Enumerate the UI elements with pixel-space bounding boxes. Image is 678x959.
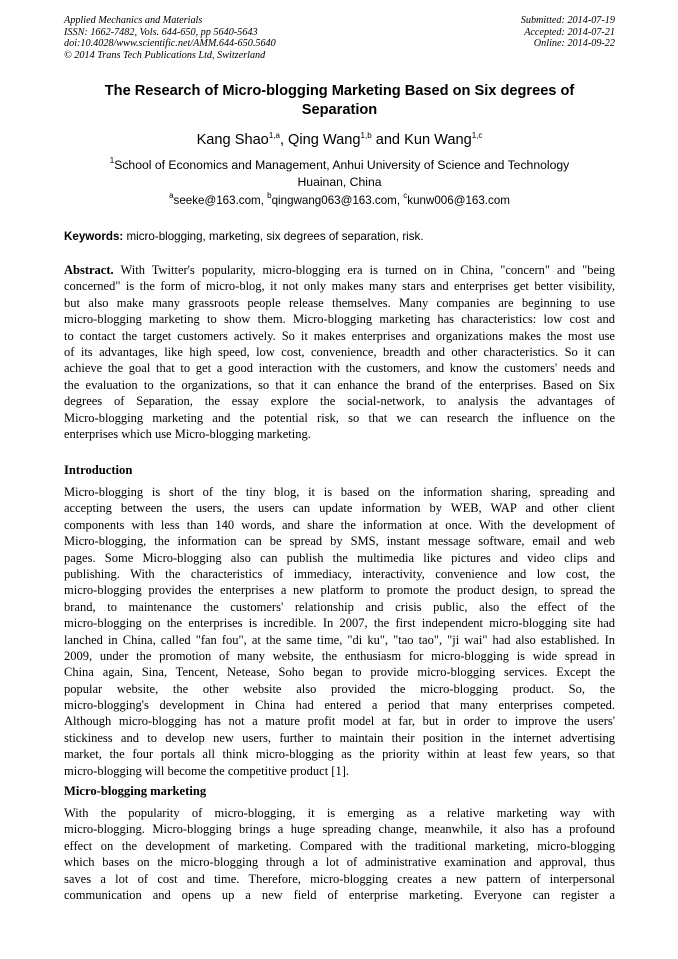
- introduction-line: market, the four portals all think micro-blogging as the priority within at least few years, so that: [64, 747, 615, 762]
- journal-info: [64, 15, 384, 61]
- title-line-1: The Research of Micro-blogging Marketing Based on Six degrees of: [104, 83, 575, 99]
- affiliation-line-2: Huainan, China: [297, 174, 382, 189]
- abstract-line: degrees of Separation, the essay explore the social-network, to analysis the advantages of: [64, 394, 615, 409]
- author-name: Kang Shao: [196, 132, 269, 148]
- introduction-line: brand, to maintenance the customers' relationship and crisis public, also the effect of the: [64, 599, 615, 614]
- abstract-line: enterprises which use Micro-blogging marketing.: [64, 426, 311, 441]
- keywords: [64, 229, 615, 244]
- issn-line: ISSN: 1662-7482, Vols. 644-650, pp 5640-5643: [64, 26, 258, 38]
- marketing-body: [64, 805, 615, 903]
- marketing-line: micro-blogging. Micro-blogging brings a huge spreading change, meanwhile, it also has a profound: [64, 822, 615, 837]
- email-mark: a: [169, 191, 174, 200]
- introduction-line: components with less than 140 words, and share the information at once. With the development of: [64, 517, 615, 532]
- abstract-text: With Twitter's popularity, micro-blogging era is turned on in China, "concern" and "being: [120, 263, 615, 277]
- author-affil-mark: 1,a: [268, 131, 280, 140]
- author-name: Kun Wang: [404, 132, 472, 148]
- introduction-line: popular website, the other website also provided the micro-blogging product. So, the: [64, 681, 615, 696]
- abstract-line: [64, 262, 615, 278]
- abstract-line: concerned" is the form of micro-blog, it not only makes many stars and enterprises get better visibility,: [64, 279, 615, 294]
- email-mark: c: [403, 191, 408, 200]
- marketing-line: saves a lot of cost and time. Therefore, micro-blogging creates a new pattern of interpersonal: [64, 871, 615, 886]
- abstract-line: of its advantages, like high speed, low cost, convenience, breadth and other characteristics. So it can: [64, 344, 615, 359]
- introduction-line: micro-blogging will become the competitive product [1].: [64, 763, 349, 778]
- introduction-line: Micro-blogging is short of the tiny blog, it is based on the information sharing, spreading and: [64, 485, 615, 499]
- abstract-label: Abstract.: [64, 263, 114, 277]
- abstract: [64, 262, 615, 442]
- marketing-line: which bases on the micro-blogging through a lot of administrative examination and approval, thus: [64, 855, 615, 870]
- email-list: [64, 193, 615, 208]
- title-line-2: Separation: [301, 101, 378, 118]
- section-heading-introduction: Introduction: [64, 463, 133, 477]
- introduction-line: micro-blogging provides the enterprises a new platform to promote the product design, to spread the: [64, 583, 615, 598]
- abstract-line: achieve the goal that to get a good interaction with the customers, and know the customers' needs and: [64, 361, 615, 376]
- journal-name: Applied Mechanics and Materials: [64, 15, 203, 26]
- accepted-date: Accepted: 2014-07-21: [524, 26, 615, 38]
- email-address: kunw006@163.com: [407, 194, 510, 207]
- abstract-line: but also make many grassroots people release themselves. Many companies are beginning to use: [64, 295, 615, 310]
- marketing-line: communication and opens up a new field of enterprise marketing. Everyone can register a: [64, 887, 615, 902]
- author-affil-mark: 1,b: [360, 131, 372, 140]
- marketing-line: With the popularity of micro-blogging, it is emerging as a relative marketing way with: [64, 806, 615, 820]
- abstract-line: to contact the target customers actively. So it makes enterprises and organizations makes the most use: [64, 328, 615, 343]
- introduction-body: [64, 484, 615, 779]
- introduction-line: 2009, under the promotion of many website, the enthusiasm for micro-blogging is wide spread in: [64, 648, 615, 663]
- affiliation-text: School of Economics and Management, Anhui University of Science and Technology: [114, 158, 570, 172]
- introduction-line: publishing. With the characteristics of immediacy, interactivity, convenience and low cost, the: [64, 566, 615, 581]
- affiliation-mark: 1: [109, 156, 115, 165]
- author-affil-mark: 1,c: [471, 131, 483, 140]
- author-name: Qing Wang: [288, 132, 361, 148]
- author-list: Kang Shao$^{1,a}$, Qing Wang$^{1,b}$ and Kun Wang$^{1,c}$: [196, 131, 483, 148]
- abstract-line: Micro-blogging marketing and the potential risk, so that we can research the influence on the: [64, 410, 615, 425]
- keywords-text: micro-blogging, marketing, six degrees of separation, risk.: [126, 230, 424, 243]
- submitted-date: Submitted: 2014-07-19: [520, 15, 615, 26]
- introduction-line: accepting between the users, the users can update information by WEB, WAP and other client: [64, 501, 615, 516]
- keywords-label: Keywords:: [64, 230, 124, 243]
- section-heading-micro-blogging-marketing: Micro-blogging marketing: [64, 784, 207, 798]
- introduction-line: pages. Some Micro-blogging also can publish the multimedia like pictures and video clips and: [64, 550, 615, 565]
- abstract-line: the evaluation to the organizations, so that it can enhance the brand of the enterprises. Based on Six: [64, 377, 615, 392]
- marketing-line: effect on the development of marketing. Compared with the traditional marketing, micro-blogging: [64, 838, 615, 853]
- doi-line: doi:10.4028/www.scientific.net/AMM.644-650.5640: [64, 38, 276, 50]
- online-date: Online: 2014-09-22: [533, 38, 615, 50]
- introduction-line: micro-blogging on the enterprises is incredible. In 2007, the first independent micro-blogging site had: [64, 616, 615, 631]
- introduction-line: China again, Sina, Tencent, Netease, Soho began to provide micro-blogging services. Except the: [64, 665, 615, 680]
- abstract-line: micro-blogging marketing to show them. Micro-blogging marketing has characteristics: low cost and: [64, 312, 615, 327]
- copyright-line: © 2014 Trans Tech Publications Ltd, Switzerland: [64, 49, 266, 61]
- introduction-line: stickiness and to develop new users, further to maintain their position in the internet advertising: [64, 730, 615, 745]
- paper-title: [64, 82, 615, 119]
- introduction-line: Although micro-blogging has not a mature profit model at far, but in order to improve the users': [64, 714, 615, 729]
- introduction-line: micro-blogging's development in China had entered a period that many enterprises competed.: [64, 698, 615, 713]
- affiliation: [64, 157, 615, 190]
- email-address: qingwang063@163.com,: [271, 194, 401, 207]
- introduction-line: Micro-blogging, the information can be spread by SMS, instant message software, email and web: [64, 534, 615, 549]
- affiliation-line-1: [64, 157, 615, 174]
- submission-dates: [415, 15, 615, 50]
- introduction-line: lanched in China, called "fan fou", at the same time, "di ku", "tao tao", "ji wai" had also established. In: [64, 632, 615, 647]
- email-mark: b: [267, 191, 272, 200]
- email-address: seeke@163.com,: [173, 194, 264, 207]
- author-conjunction: and: [375, 132, 401, 148]
